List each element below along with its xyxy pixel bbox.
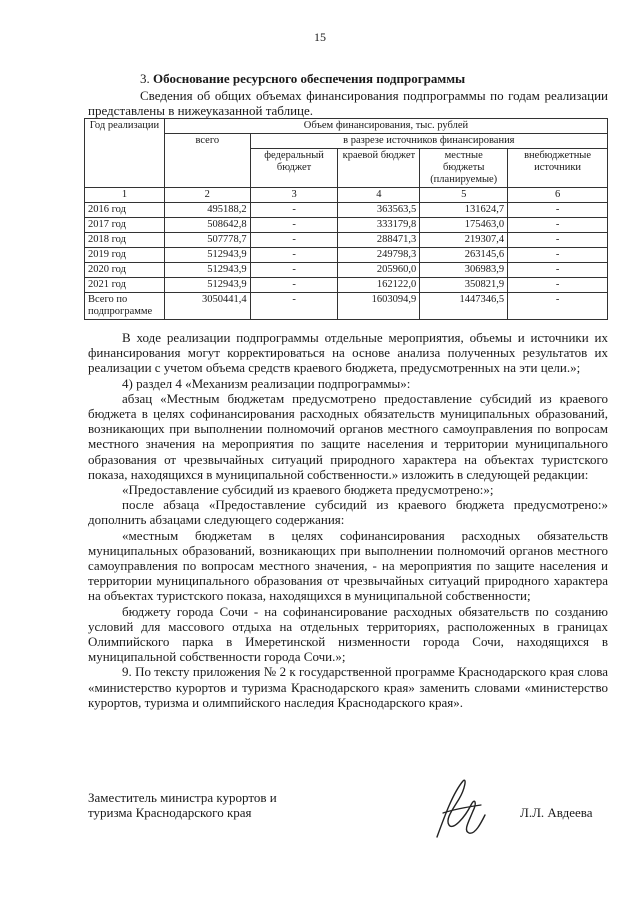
row-local: 175463,0 bbox=[420, 218, 508, 233]
header-sources: в разрезе источников финансирования bbox=[250, 134, 607, 149]
row-federal: - bbox=[250, 203, 338, 218]
paragraph: 9. По тексту приложения № 2 к государственной программе Краснодарского края слова «министерство курортов и туризма Краснодарского края» заменить словами «министерство курортов, туризма и олимпийского наследия Краснодарского края». bbox=[88, 664, 608, 710]
row-federal: - bbox=[250, 233, 338, 248]
handwritten-signature bbox=[415, 775, 495, 845]
header-total: всего bbox=[164, 134, 250, 188]
col-number: 6 bbox=[508, 188, 608, 203]
row-federal: - bbox=[250, 218, 338, 233]
total-sum: 3050441,4 bbox=[164, 293, 250, 320]
table-row bbox=[85, 278, 608, 293]
row-offbudget: - bbox=[508, 218, 608, 233]
row-federal: - bbox=[250, 263, 338, 278]
row-year: 2018 год bbox=[85, 233, 165, 248]
paragraph: бюджету города Сочи - на софинансирование расходных обязательств по созданию условий для массового отдыха на отдельных территориях, расположенных в границах Олимпийского парка в Имеретинской низменности города Сочи, находящихся в муниципальной собственности города Сочи.»; bbox=[88, 603, 608, 665]
header-volume: Объем финансирования, тыс. рублей bbox=[164, 119, 607, 134]
table-row bbox=[85, 248, 608, 263]
column-number-row bbox=[85, 188, 608, 203]
row-year: 2020 год bbox=[85, 263, 165, 278]
section-intro: Сведения об общих объемах финансирования подпрограммы по годам реализации представлены в нижеуказанной таблице. bbox=[88, 88, 608, 118]
row-total: 512943,9 bbox=[164, 263, 250, 278]
paragraph: В ходе реализации подпрограммы отдельные мероприятия, объемы и источники их финансирования могут корректироваться на основе анализа полученных результатов их реализации с учетом объема средств краевого бюджета, предусмотренных на эти цели.»; bbox=[88, 330, 608, 376]
total-federal: - bbox=[250, 293, 338, 320]
total-offbudget: - bbox=[508, 293, 608, 320]
page-number: 15 bbox=[314, 30, 326, 44]
row-regional: 288471,3 bbox=[338, 233, 420, 248]
financing-table bbox=[84, 118, 608, 320]
row-offbudget: - bbox=[508, 203, 608, 218]
col-number: 5 bbox=[420, 188, 508, 203]
col-number: 4 bbox=[338, 188, 420, 203]
paragraph: 4) раздел 4 «Механизм реализации подпрограммы»: bbox=[122, 375, 411, 391]
row-federal: - bbox=[250, 248, 338, 263]
total-local: 1447346,5 bbox=[420, 293, 508, 320]
row-offbudget: - bbox=[508, 248, 608, 263]
row-regional: 205960,0 bbox=[338, 263, 420, 278]
total-label: Всего по подпрограмме bbox=[85, 293, 165, 320]
table-row bbox=[85, 263, 608, 278]
col-number: 3 bbox=[250, 188, 338, 203]
row-regional: 162122,0 bbox=[338, 278, 420, 293]
row-offbudget: - bbox=[508, 233, 608, 248]
paragraph: после абзаца «Предоставление субсидий из краевого бюджета предусмотрено:» дополнить абзацами следующего содержания: bbox=[88, 497, 608, 528]
row-year: 2016 год bbox=[85, 203, 165, 218]
row-offbudget: - bbox=[508, 278, 608, 293]
header-year: Год реализации bbox=[85, 119, 165, 188]
row-year: 2019 год bbox=[85, 248, 165, 263]
row-total: 508642,8 bbox=[164, 218, 250, 233]
row-local: 131624,7 bbox=[420, 203, 508, 218]
row-total: 507778,7 bbox=[164, 233, 250, 248]
table-row bbox=[85, 233, 608, 248]
row-federal: - bbox=[250, 278, 338, 293]
table-total-row bbox=[85, 293, 608, 320]
header-local: местные бюджеты (планируемые) bbox=[420, 149, 508, 188]
paragraph: «Предоставление субсидий из краевого бюджета предусмотрено:»; bbox=[122, 482, 494, 498]
section-number: 3. bbox=[140, 71, 150, 86]
signatory-position bbox=[88, 790, 277, 820]
col-number: 2 bbox=[164, 188, 250, 203]
row-regional: 249798,3 bbox=[338, 248, 420, 263]
row-local: 306983,9 bbox=[420, 263, 508, 278]
header-regional: краевой бюджет bbox=[338, 149, 420, 188]
row-total: 512943,9 bbox=[164, 278, 250, 293]
signatory-name: Л.Л. Авдеева bbox=[520, 805, 593, 820]
section-title-text: Обоснование ресурсного обеспечения подпрограммы bbox=[153, 71, 466, 86]
col-number: 1 bbox=[85, 188, 165, 203]
signatory-position-line: туризма Краснодарского края bbox=[88, 805, 252, 820]
row-total: 495188,2 bbox=[164, 203, 250, 218]
row-regional: 333179,8 bbox=[338, 218, 420, 233]
table-row bbox=[85, 218, 608, 233]
paragraph: абзац «Местным бюджетам предусмотрено предоставление субсидий из краевого бюджета в целях софинансирования расходных обязательств муниципальных образований, возникающих при выполнении полномочий органов местного самоуправления по вопросам местного значения на мероприятия по защите населения и территории муниципального образования от чрезвычайных ситуаций природного характера на объектах туристского показа, находящихся в муниципальной собственности.» изложить в следующей редакции: bbox=[88, 390, 608, 482]
body-text bbox=[88, 330, 608, 710]
row-year: 2021 год bbox=[85, 278, 165, 293]
header-federal: федеральный бюджет bbox=[250, 149, 338, 188]
row-local: 219307,4 bbox=[420, 233, 508, 248]
row-regional: 363563,5 bbox=[338, 203, 420, 218]
signatory-position-line: Заместитель министра курортов и bbox=[88, 790, 277, 805]
total-regional: 1603094,9 bbox=[338, 293, 420, 320]
header-offbudget: внебюджетные источники bbox=[508, 149, 608, 188]
row-local: 263145,6 bbox=[420, 248, 508, 263]
row-local: 350821,9 bbox=[420, 278, 508, 293]
row-total: 512943,9 bbox=[164, 248, 250, 263]
row-offbudget: - bbox=[508, 263, 608, 278]
table-row bbox=[85, 203, 608, 218]
section-title bbox=[140, 71, 465, 87]
row-year: 2017 год bbox=[85, 218, 165, 233]
paragraph: «местным бюджетам в целях софинансирования расходных обязательств муниципальных образований, возникающих при выполнении полномочий органов местного самоуправления по вопросам местного значения, - на мероприятия по защите населения и территории муниципального образования от чрезвычайных ситуаций природного характера на объектах туристского показа, находящихся в муниципальной собственности; bbox=[88, 527, 608, 604]
